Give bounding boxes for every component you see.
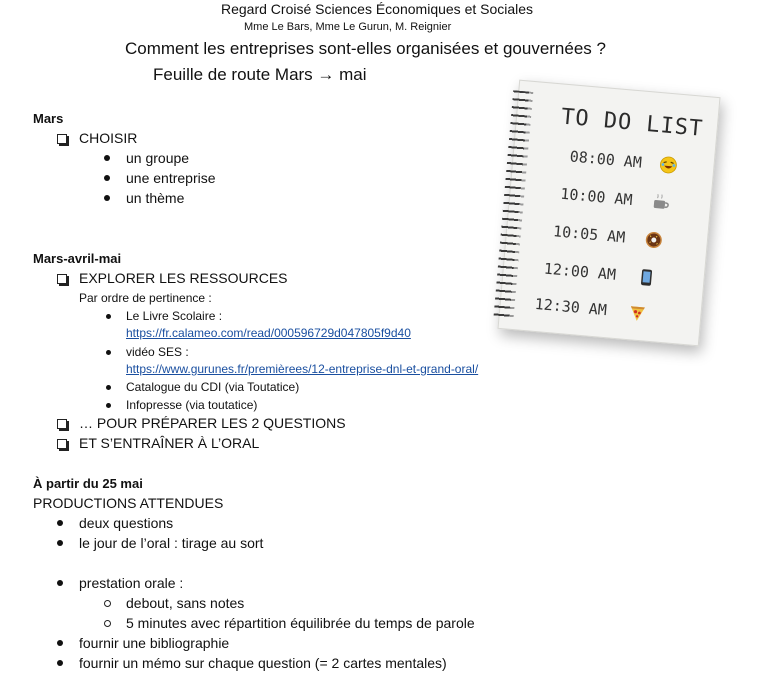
todo-time: 12:30 AM	[534, 294, 608, 320]
phone-icon	[637, 268, 657, 288]
notebook-title: TO DO LIST	[560, 104, 705, 142]
list-item: un groupe	[126, 150, 190, 166]
section-heading-25-mai: À partir du 25 mai	[33, 476, 143, 491]
todo-time: 12:00 AM	[543, 259, 617, 284]
resource-video-label: vidéo SES :	[126, 345, 189, 359]
list-item: deux questions	[79, 515, 174, 531]
todo-notebook-illustration	[497, 80, 720, 347]
todo-time: 08:00 AM	[569, 147, 643, 172]
resource-livre-label: Le Livre Scolaire :	[126, 309, 223, 323]
task-entrainer: ET S’ENTRAÎNER À L’ORAL	[79, 435, 260, 451]
task-preparer: … POUR PRÉPARER LES 2 QUESTIONS	[79, 415, 346, 431]
course-title: Regard Croisé Sciences Économiques et Sociales	[221, 1, 534, 17]
list-item: fournir un mémo sur chaque question (= 2 cartes mentales)	[79, 655, 447, 671]
laughing-emoji-icon	[659, 155, 679, 175]
list-item: un thème	[126, 190, 185, 206]
list-item: fournir une bibliographie	[79, 635, 230, 651]
coffee-icon	[651, 193, 671, 213]
list-item: une entreprise	[126, 170, 216, 186]
task-explorer: EXPLORER LES RESSOURCES	[79, 270, 288, 286]
resource-catalogue: Catalogue du CDI (via Toutatice)	[126, 380, 300, 394]
list-item: le jour de l’oral : tirage au sort	[79, 535, 264, 551]
task-choisir: CHOISIR	[79, 130, 138, 146]
resource-infopresse: Infopresse (via toutatice)	[126, 398, 258, 412]
donut-icon	[644, 230, 664, 250]
todo-time: 10:00 AM	[559, 184, 634, 209]
order-note: Par ordre de pertinence :	[79, 291, 212, 305]
roadmap-title: Feuille de route Mars → mai	[153, 65, 367, 84]
sub-list-item: 5 minutes avec répartition équilibrée du temps de parole	[126, 615, 475, 631]
resource-livre-link[interactable]: https://fr.calameo.com/read/000596729d047805f9d40	[126, 326, 411, 340]
section-heading-mars: Mars	[33, 111, 64, 126]
resource-video-link[interactable]: https://www.gurunes.fr/premièrees/12-entreprise-dnl-et-grand-oral/	[126, 362, 479, 376]
teachers: Mme Le Bars, Mme Le Gurun, M. Reignier	[244, 21, 452, 33]
todo-time: 10:05 AM	[552, 222, 626, 247]
section-heading-mars-avril-mai: Mars-avril-mai	[33, 251, 122, 266]
sub-list-item: debout, sans notes	[126, 595, 245, 611]
main-question: Comment les entreprises sont-elles organisées et gouvernées ?	[125, 39, 606, 58]
list-item: prestation orale :	[79, 575, 184, 591]
productions-title: PRODUCTIONS ATTENDUES	[33, 495, 224, 511]
pizza-icon	[628, 303, 648, 323]
